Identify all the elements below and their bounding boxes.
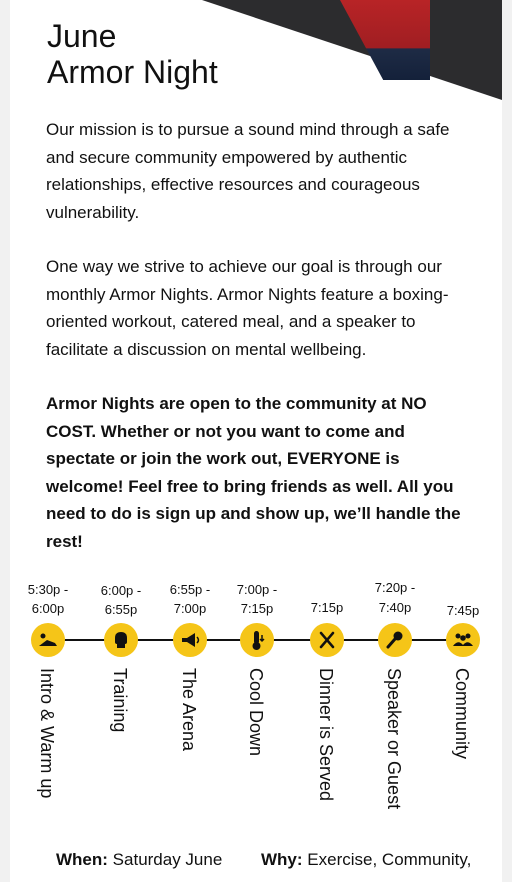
when-value: Saturday June [112,850,223,869]
microphone-icon [378,623,412,657]
step-time-end: 6:55p [104,602,138,617]
when-label: When: [56,850,108,869]
thermometer-icon [240,623,274,657]
step-time-end: 6:00p [31,601,65,616]
step-time-start: 7:00p - [236,582,278,597]
step-time-end: 7:15p [240,601,274,616]
step-time-start: 6:00p - [100,583,142,598]
step-time-end: 7:00p [173,601,207,616]
event-when [56,848,222,872]
mission-paragraph: Our mission is to pursue a sound mind through a safe and secure community empowered by authentic relationships, effective resources and courageous vulnerability. [46,120,450,222]
step-label: Cool Down [246,668,266,757]
step-time-start: 7:20p - [374,580,416,595]
stretch-icon [31,623,65,657]
step-label: Speaker or Guest [384,668,404,810]
open-invitation-paragraph: Armor Nights are open to the community at NO COST. Whether or not you want to come and spectate or join the work out, EVERYONE is welcome! Feel free to bring friends as well. All you need to do is sign up and show up, we’ll handle the rest! [46,394,461,551]
step-label: Training [110,668,130,733]
page-title [47,18,218,90]
people-icon [446,623,480,657]
boxing-glove-icon [104,623,138,657]
utensils-icon [310,623,344,657]
step-time-end: 7:45p [446,603,480,618]
step-time-end: 7:15p [310,600,344,615]
step-label: Dinner is Served [316,668,336,802]
step-time-end: 7:40p [378,600,412,615]
step-label: The Arena [179,668,199,752]
event-why [261,848,471,872]
step-label: Intro & Warm up [37,668,57,799]
schedule-timeline [0,570,512,810]
why-value: Exercise, Community, [307,850,472,869]
step-time-start: 5:30p - [27,582,69,597]
megaphone-icon [173,623,207,657]
step-label: Community [452,668,472,760]
about-paragraph: One way we strive to achieve our goal is through our monthly Armor Nights. Armor Nights feature a boxing-oriented workout, catered meal, and a speaker to facilitate a discussion on mental wellbeing. [46,257,449,359]
title-line-1: June [47,18,117,54]
step-time-start: 6:55p - [169,582,211,597]
why-label: Why: [261,850,303,869]
title-line-2: Armor Night [47,54,218,90]
